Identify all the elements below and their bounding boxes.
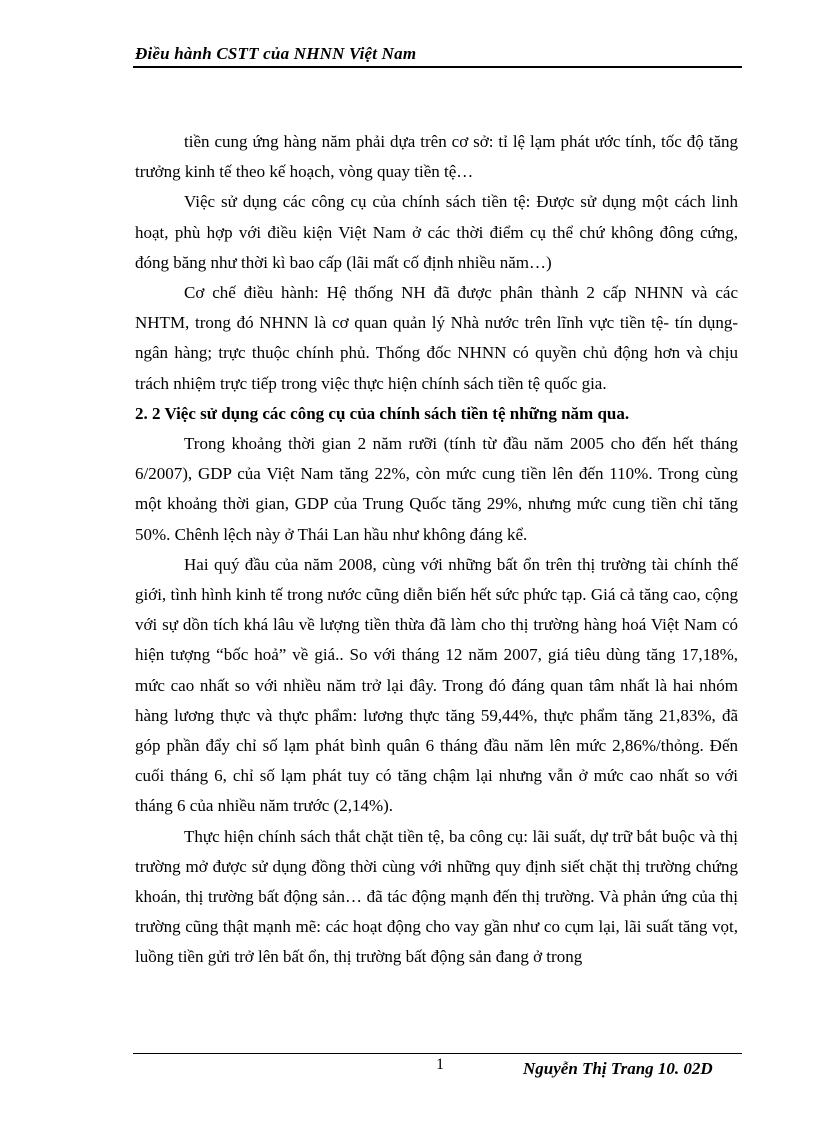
document-body (135, 127, 738, 973)
paragraph-inflation-2008: Hai quý đầu của năm 2008, cùng với những bất ổn trên thị trường tài chính thế giới, tình hình kinh tế trong nước cũng diễn biến hết sức phức tạp. Giá cả tăng cao, cộng với sự dồn tích khá lâu về lượng tiền thừa đã làm cho thị trường hàng hoá Việt Nam có hiện tượng “bốc hoả” về giá.. So với tháng 12 năm 2007, giá tiêu dùng tăng 17,18%, mức cao nhất so với nhiều năm trở lại đây. Trong đó đáng quan tâm nhất là hai nhóm hàng lương thực và thực phẩm: lương thực tăng 59,44%, thực phẩm tăng 21,83%, đã góp phần đẩy chỉ số lạm phát bình quân 6 tháng đầu năm lên mức 2,86%/thỏng. Đến cuối tháng 6, chỉ số lạm phát tuy có tăng chậm lại nhưng vẫn ở mức cao nhất so với tháng 6 của nhiều năm trước (2,14%). (135, 554, 738, 816)
paragraph-tools-usage: Việc sử dụng các công cụ của chính sách tiền tệ: Được sử dụng một cách linh hoạt, phù hợp với điều kiện Việt Nam ở các thời điểm cụ thể chứ không đông cứng, đóng băng như thời kì bao cấp (lãi mất cố định nhiều năm…) (135, 192, 738, 272)
paragraph-tight-policy: Thực hiện chính sách thắt chặt tiền tệ, ba công cụ: lãi suất, dự trữ bắt buộc và thị trường mở được sử dụng đồng thời cùng với những quy định siết chặt thị trường chứng khoán, thị trường bất động sản… đã tác động mạnh đến thị trường. Và phản ứng của thị trường cũng thật mạnh mẽ: các hoạt động cho vay gần như co cụm lại, lãi suất tăng vọt, luồng tiền gửi trở lên bất ổn, thị trường bất động sản đang ở trong (135, 826, 738, 967)
page-number: 1 (436, 1056, 444, 1073)
section-heading: 2. 2 Việc sử dụng các công cụ của chính sách tiền tệ những năm qua. (135, 403, 630, 423)
footer-divider (133, 1053, 742, 1054)
paragraph-mechanism: Cơ chế điều hành: Hệ thống NH đã được phân thành 2 cấp NHNN và các NHTM, trong đó NHNN là cơ quan quản lý Nhà nước trên lĩnh vực tiền tệ- tín dụng- ngân hàng; trực thuộc chính phủ. Thống đốc NHNN có quyền chủ động hơn và chịu trách nhiệm trực tiếp trong việc thực hiện chính sách tiền tệ quốc gia. (135, 283, 738, 393)
running-header-title: Điều hành CSTT của NHNN Việt Nam (135, 44, 417, 63)
footer-author: Nguyễn Thị Trang 10. 02D (523, 1059, 713, 1078)
header-divider (133, 66, 742, 68)
paragraph-continuation: tiền cung ứng hàng năm phải dựa trên cơ sở: tỉ lệ lạm phát ước tính, tốc độ tăng trưởng kinh tế theo kế hoạch, vòng quay tiền tệ… (135, 132, 738, 182)
paragraph-gdp-comparison: Trong khoảng thời gian 2 năm rưỡi (tính từ đầu năm 2005 cho đến hết tháng 6/2007), GDP của Việt Nam tăng 22%, còn mức cung tiền lên đến 110%. Trong cùng một khoảng thời gian, GDP của Trung Quốc tăng 29%, nhưng mức cung tiền chỉ tăng 50%. Chênh lệch này ở Thái Lan hầu như không đáng kể. (135, 434, 738, 544)
